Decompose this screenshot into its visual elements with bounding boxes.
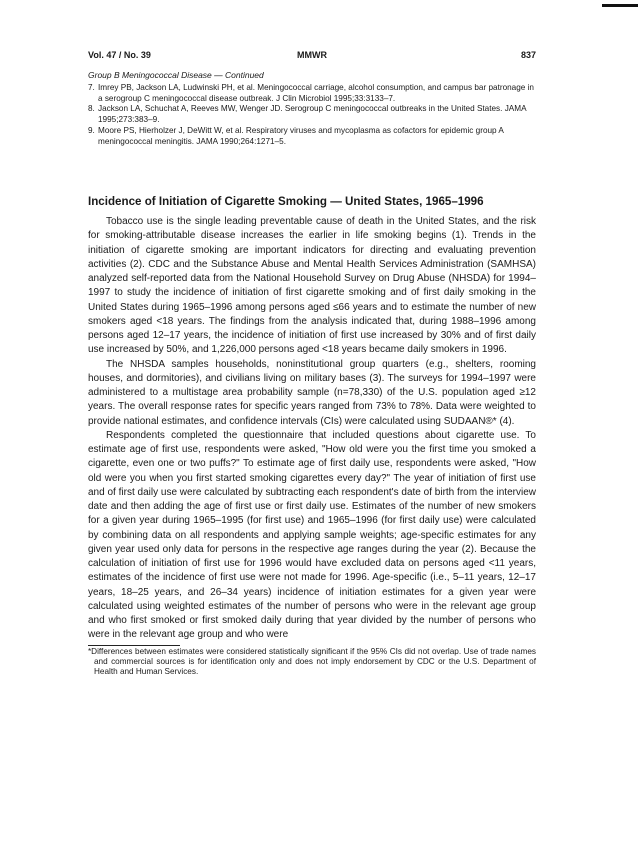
- article-body: [88, 215, 536, 643]
- reference-text: Jackson LA, Schuchat A, Reeves MW, Wenger JD. Serogroup C meningococcal outbreaks in the United States. JAMA 1995;273:383–9.: [98, 104, 527, 125]
- journal-name: MMWR: [297, 50, 327, 60]
- page-number: 837: [520, 50, 536, 60]
- reference-item: [88, 83, 536, 104]
- reference-text: Moore PS, Hierholzer J, DeWitt W, et al. Respiratory viruses and mycoplasma as cofactors for epidemic group A meningococcal meningitis. JAMA 1990;264:1271–5.: [98, 125, 504, 146]
- reference-text: Imrey PB, Jackson LA, Ludwinski PH, et al. Meningococcal carriage, alcohol consumption, and campus bar patronage in a serogroup C meningococcal disease outbreak. J Clin Microbiol 1995;33:3133–7.: [98, 83, 534, 103]
- continuation-heading: Group B Meningococcal Disease — Continued: [88, 70, 264, 80]
- footnote: *Differences between estimates were considered statistically significant if the 95% CIs did not overlap. Use of trade names and commercial sources is for identification only and does not imply endorsement by CDC or the U.S. Department of Health and Human Services.: [88, 646, 536, 677]
- scan-edge-mark: [602, 4, 638, 7]
- reference-number: 8.: [88, 104, 95, 114]
- body-paragraph: Respondents completed the questionnaire that included questions about cigarette use. To estimate age of first use, respondents were asked, "How old were you the first time you smoked a cigarette, even one or two puffs?" To estimate age of first daily use, respondents were asked, "How old were you when you first started smoking cigarettes every day?" The year of initiation of first use and of first daily use were calculated by subtracting each respondent's date of birth from the interview date and then adding the age of first use or first daily use. Estimates of the number of new smokers for a given year during 1965–1995 (for first use) and 1965–1996 (for first daily use) were calculated by combining data on all respondents and applying sample weights; age-specific estimates for any given year used only data for persons in the respective age ranges during the year (2). Because the calculation of initiation of first use for 1996 would have excluded data on persons aged <11 years, estimates of the incidence of first use were not made for 1996. Age-specific (i.e., 5–11 years, 12–17 years, 18–25 years, and 26–34 years) incidence of initiation estimates for a given year were calculated using weighted estimates of the number of persons who were in the relevant age group and who first smoked or first smoked daily during that year divided by the number of persons who were in the relevant age group and who were: [88, 429, 536, 641]
- body-paragraph: Tobacco use is the single leading preventable cause of death in the United States, and the risk for smoking-attributable disease increases the earlier in life smoking begins (1). Trends in the initiation of cigarette smoking are important indicators for directing and evaluating prevention activities (2). CDC and the Substance Abuse and Mental Health Services Administration (SAMHSA) analyzed self-reported data from the National Household Survey on Drug Abuse (NHSDA) for 1994–1997 to study the incidence of initiation of first cigarette smoking and of first daily smoking in the United States during 1965–1996 among persons aged ≤66 years and to estimate the number of new smokers aged <18 years. The findings from the analysis indicated that, during 1988–1996 among persons aged 12–17 years, the incidence of initiation of first use increased by 30% and of first daily use increased by 50%, and 1,226,000 persons aged <18 years became daily smokers in 1996.: [88, 216, 536, 356]
- volume-issue: Vol. 47 / No. 39: [88, 50, 151, 60]
- reference-number: 9.: [88, 125, 95, 135]
- reference-item: [88, 126, 536, 147]
- running-header: [88, 50, 536, 62]
- body-paragraph: The NHSDA samples households, noninstitutional group quarters (e.g., shelters, rooming houses, and dormitories), and civilians living on military bases (3). The surveys for 1994–1997 were administered to a multistage area probability sample (n=78,330) of the U.S. population aged ≥12 years. The overall response rates for specific years ranged from 73% to 78%. Data were weighted to provide national estimates, and confidence intervals (CIs) were calculated using SUDAAN®* (4).: [88, 358, 536, 427]
- reference-list: [88, 83, 536, 147]
- document-page: [88, 50, 536, 677]
- reference-number: 7.: [88, 83, 95, 92]
- article-title: Incidence of Initiation of Cigarette Smoking — United States, 1965–1996: [88, 195, 484, 209]
- reference-item: [88, 104, 536, 125]
- footnote-divider: [88, 645, 180, 646]
